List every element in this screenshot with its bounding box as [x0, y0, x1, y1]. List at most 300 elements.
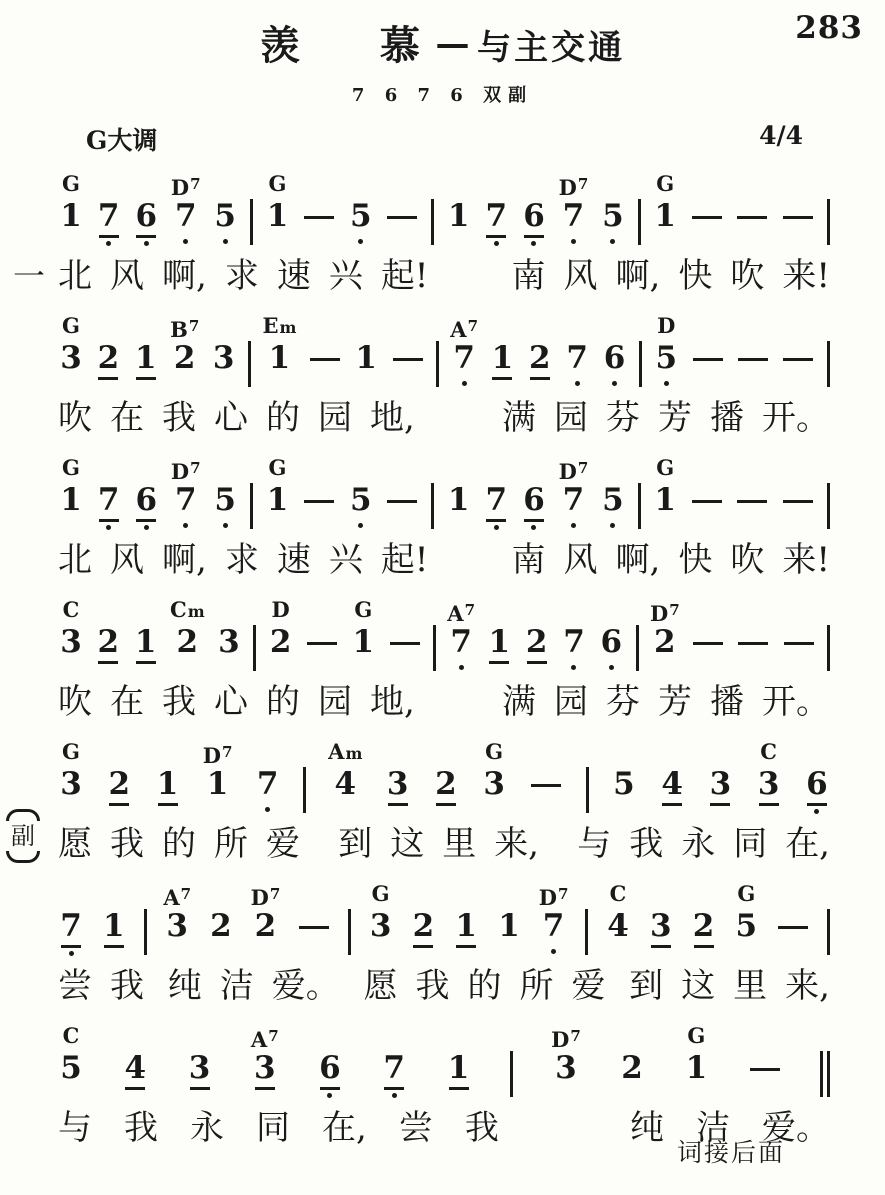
lyric-phrase: [512, 537, 830, 583]
lyric-syllable: 与: [577, 824, 612, 864]
lyric-syllable: 爱: [571, 966, 606, 1006]
note-digit: 1: [352, 624, 375, 660]
eighth-underline: [98, 661, 118, 664]
note-digit: 1: [266, 482, 289, 518]
eighth-underline: [125, 1087, 145, 1090]
note-digit: 7: [563, 624, 585, 660]
eighth-underline: [651, 945, 671, 948]
barline: [348, 879, 351, 957]
chord-label: G: [268, 171, 287, 196]
note: [268, 595, 294, 675]
lyrics-line: [58, 679, 830, 725]
lyric-syllable: 啊,: [615, 256, 661, 296]
lyric-syllable: 芬: [606, 398, 640, 438]
lyric-syllable: 爱。: [762, 1108, 830, 1148]
lyric-syllable: 所: [214, 824, 248, 864]
lyric-syllable: 起!: [380, 256, 429, 296]
note: [446, 453, 472, 533]
note: [348, 453, 374, 533]
note-digit: 2: [412, 908, 435, 944]
eighth-underline: [98, 377, 118, 380]
lyric-syllable: 兴: [328, 540, 363, 580]
low-octave-dot: [392, 1093, 397, 1098]
barline: [436, 311, 439, 389]
note: [133, 169, 159, 249]
eighth-underline: [694, 945, 714, 948]
lyric-syllable: 芳: [658, 398, 692, 438]
lyric-syllable: 南: [511, 256, 546, 296]
refrain-marker: [6, 809, 40, 863]
note: [353, 311, 379, 391]
score-system: [58, 311, 830, 441]
note-digit: 6: [523, 198, 545, 234]
lyric-phrase: [58, 537, 428, 583]
eighth-underline: [136, 519, 156, 522]
note-digit: 3: [60, 624, 82, 660]
chord-label: $D^7$: [250, 885, 281, 910]
low-octave-dot: [144, 241, 149, 246]
low-octave-dot: [610, 239, 615, 244]
page-number: 283: [795, 10, 863, 46]
lyric-syllable: 来!: [782, 256, 830, 296]
note: [95, 595, 121, 675]
bracket-top-arc: [6, 809, 40, 821]
dash-continuation: [781, 311, 815, 391]
note-digit: 4: [661, 766, 683, 802]
low-octave-dot: [183, 239, 188, 244]
note: [683, 1021, 709, 1101]
note-digit: 7: [566, 340, 588, 376]
note: [756, 737, 782, 817]
note: [551, 1021, 581, 1101]
note: [659, 737, 685, 817]
lyric-syllable: 纯: [167, 966, 202, 1006]
low-octave-dot: [531, 241, 536, 246]
lyric-phrase: [629, 963, 830, 1009]
note-digit: 4: [334, 766, 357, 802]
lyric-syllable: 风: [563, 540, 598, 580]
barline: [250, 169, 253, 247]
note: [433, 737, 459, 817]
note: [559, 453, 589, 533]
note-digit: 1: [60, 482, 82, 518]
chord-label: $D^7$: [170, 175, 201, 200]
lyric-syllable: 来!: [782, 540, 830, 580]
lyric-syllable: 所: [519, 966, 554, 1006]
note: [170, 595, 205, 675]
chord-label: C: [609, 881, 627, 906]
low-octave-dot: [664, 381, 669, 386]
lyric-syllable: 的: [162, 824, 196, 864]
note-digit: 3: [483, 766, 505, 802]
bracket-bottom-arc: [6, 851, 40, 863]
note: [255, 737, 281, 817]
note-digit: 1: [447, 1050, 470, 1086]
lyric-syllable: 洁: [696, 1108, 730, 1148]
note-digit: 1: [491, 340, 514, 376]
chord-label: G: [354, 597, 373, 622]
note: [58, 311, 84, 391]
eighth-underline: [384, 1087, 404, 1090]
note-digit: 3: [386, 766, 409, 802]
eighth-underline: [99, 519, 119, 522]
lyric-syllable: 心: [214, 398, 248, 438]
chord-label: $D^7$: [558, 175, 589, 200]
lyric-syllable: 啊,: [162, 540, 207, 580]
lyric-syllable: 芬: [606, 682, 640, 722]
note: [527, 311, 553, 391]
eighth-underline: [524, 235, 544, 238]
note: [350, 595, 376, 675]
dash-continuation: [385, 453, 419, 533]
low-octave-dot: [551, 949, 556, 954]
note: [265, 169, 291, 249]
chord-label: D: [657, 313, 676, 338]
barline: [827, 311, 830, 389]
note-digit: 3: [218, 624, 240, 660]
lyric-syllable: 地,: [370, 682, 415, 722]
note-digit: 7: [450, 624, 472, 660]
lyric-syllable: 播: [710, 398, 744, 438]
music-line: [58, 737, 830, 817]
note: [133, 453, 159, 533]
note-digit: 3: [60, 340, 82, 376]
note: [348, 169, 374, 249]
note-digit: 6: [135, 482, 158, 518]
lyric-phrase: [168, 963, 340, 1009]
note-digit: 2: [108, 766, 131, 802]
meter-line: 7 6 7 6 双副: [351, 85, 534, 106]
chord-label: $D^7$: [558, 459, 589, 484]
lyric-phrase: [58, 821, 300, 867]
note-digit: 3: [555, 1050, 577, 1086]
note: [58, 879, 84, 959]
score-system: [58, 453, 830, 583]
lyric-syllable: 到: [629, 966, 664, 1006]
eighth-underline: [527, 661, 547, 664]
note-digit: 3: [369, 908, 392, 944]
note-digit: 2: [621, 1050, 643, 1086]
lyric-syllable: 风: [110, 540, 144, 580]
barline: [303, 737, 306, 815]
dash-continuation: [782, 595, 816, 675]
lyric-syllable: 永: [681, 824, 716, 864]
lyric-phrase: [577, 821, 830, 867]
note-digit: 3: [757, 766, 780, 802]
note-digit: 1: [206, 766, 229, 802]
note: [447, 595, 475, 675]
chord-label: Em: [262, 313, 297, 338]
eighth-underline: [255, 1087, 275, 1090]
note: [171, 453, 201, 533]
lyric-syllable: 洁: [219, 966, 254, 1006]
dash-continuation: [690, 453, 724, 533]
key-signature: G大调: [86, 126, 158, 155]
note: [163, 879, 191, 959]
low-octave-dot: [265, 807, 270, 812]
dash-continuation: [781, 169, 815, 249]
note-digit: 7: [562, 198, 585, 234]
music-line: [58, 595, 830, 675]
barline: [827, 453, 830, 531]
hymn-title-main: 羡 慕: [259, 22, 440, 69]
note: [561, 595, 587, 675]
note: [122, 1021, 148, 1101]
chord-label: $D^7$: [538, 885, 569, 910]
barline: [638, 169, 641, 247]
note: [385, 737, 411, 817]
dash-continuation: [735, 169, 769, 249]
chord-label: G: [485, 739, 504, 764]
note-digit: 5: [735, 908, 758, 944]
barline: [431, 169, 434, 247]
note-digit: 1: [654, 198, 676, 234]
dash-continuation: [297, 879, 331, 959]
eighth-underline: [449, 1087, 469, 1090]
note: [251, 1021, 279, 1101]
score-system: [58, 1021, 830, 1151]
note: [251, 879, 281, 959]
note-digit: 1: [455, 908, 477, 944]
barline: [253, 595, 256, 673]
lyric-syllable: 来,: [785, 966, 830, 1006]
eighth-underline: [530, 377, 550, 380]
dash-continuation: [748, 1021, 782, 1101]
eighth-underline: [158, 803, 178, 806]
lyric-syllable: 吹: [730, 256, 765, 296]
note-digit: 2: [692, 908, 715, 944]
lyric-syllable: 愿: [58, 824, 92, 864]
lyric-syllable: 同: [733, 824, 768, 864]
lyric-syllable: 我: [110, 824, 144, 864]
note: [212, 169, 238, 249]
dash-continuation: [736, 311, 770, 391]
lyric-syllable: 快: [678, 540, 713, 580]
note: [101, 879, 127, 959]
lyric-syllable: 开。: [762, 398, 830, 438]
lyric-syllable: 芳: [658, 682, 692, 722]
note: [265, 453, 291, 533]
score-body: [11, 169, 830, 1151]
lyric-syllable: 起!: [380, 540, 429, 580]
note-digit: 1: [447, 198, 470, 234]
lyric-syllable: 来,: [494, 824, 539, 864]
eighth-underline: [710, 803, 730, 806]
chord-label: C: [760, 739, 777, 764]
chord-label: G: [62, 171, 80, 196]
note: [58, 453, 84, 533]
chord-label: $D^7$: [170, 459, 201, 484]
dash-continuation: [690, 169, 724, 249]
lyric-syllable: 这: [390, 824, 425, 864]
note: [707, 737, 733, 817]
note-digit: 1: [268, 340, 291, 376]
barline: [586, 737, 589, 815]
low-octave-dot: [610, 523, 615, 528]
lyric-syllable: 的: [467, 966, 502, 1006]
note: [602, 311, 628, 391]
note-digit: 3: [60, 766, 82, 802]
eighth-underline: [436, 803, 456, 806]
note: [410, 879, 436, 959]
dash-continuation: [385, 169, 419, 249]
note: [133, 311, 159, 391]
note-digit: 3: [188, 1050, 211, 1086]
lyric-phrase: [58, 963, 144, 1009]
lyric-syllable: 啊,: [615, 540, 661, 580]
note: [648, 879, 674, 959]
eighth-underline: [104, 945, 124, 948]
lyric-syllable: 爱。: [271, 966, 340, 1006]
lyric-syllable: 纯: [630, 1108, 664, 1148]
lyric-phrase: [58, 1105, 499, 1151]
lyric-syllable: 我: [162, 682, 196, 722]
note-digit: 7: [485, 198, 508, 234]
lyric-phrase: [502, 395, 830, 441]
note-digit: 3: [166, 908, 188, 944]
eighth-underline: [109, 803, 129, 806]
dash-continuation: [391, 311, 425, 391]
eighth-underline: [486, 519, 506, 522]
note: [106, 737, 132, 817]
note-digit: 5: [602, 198, 624, 234]
note: [559, 169, 589, 249]
note-digit: 2: [269, 624, 292, 660]
chord-label: $A^7$: [447, 601, 475, 626]
final-barline: [820, 1021, 830, 1099]
note: [216, 595, 242, 675]
note: [96, 169, 122, 249]
note-digit: 5: [613, 766, 635, 802]
chord-label: $A^7$: [250, 1027, 279, 1052]
refrain-label: 副: [11, 822, 35, 850]
note: [155, 737, 181, 817]
music-line: [58, 1021, 830, 1101]
key-time-row: [86, 121, 803, 157]
note: [58, 595, 84, 675]
note: [611, 737, 637, 817]
chord-label: $D^7$: [551, 1027, 581, 1052]
note-digit: 6: [600, 624, 623, 660]
note: [203, 737, 233, 817]
lyric-syllable: 速: [276, 256, 311, 296]
note-digit: 7: [97, 482, 120, 518]
note-digit: 7: [256, 766, 279, 802]
note: [381, 1021, 407, 1101]
note-digit: 6: [523, 482, 545, 518]
lyric-phrase: [58, 253, 428, 299]
note: [453, 879, 479, 959]
lyric-syllable: 这: [681, 966, 716, 1006]
chord-label: G: [62, 739, 80, 764]
note-digit: 7: [485, 482, 508, 518]
lyric-syllable: 北: [58, 256, 92, 296]
chord-label: $A^7$: [163, 885, 192, 910]
note-digit: 5: [602, 482, 624, 518]
lyric-syllable: 求: [224, 540, 259, 580]
note-digit: 7: [97, 198, 120, 234]
lyric-syllable: 的: [266, 398, 300, 438]
note-digit: 7: [562, 482, 585, 518]
low-octave-dot: [575, 381, 580, 386]
note-digit: 7: [383, 1050, 405, 1086]
note: [652, 169, 678, 249]
hymn-title: [0, 0, 885, 71]
low-octave-dot: [106, 241, 111, 246]
low-octave-dot: [494, 525, 499, 530]
low-octave-dot: [612, 381, 617, 386]
lyric-syllable: 与: [58, 1108, 92, 1148]
note: [317, 1021, 343, 1101]
note: [489, 311, 515, 391]
chord-label: G: [656, 455, 675, 480]
note-digit: 7: [453, 340, 475, 376]
chord-label: C: [62, 597, 80, 622]
note-digit: 5: [60, 1050, 82, 1086]
low-octave-dot: [571, 523, 576, 528]
note: [524, 595, 550, 675]
lyric-syllable: 我: [162, 398, 196, 438]
chord-label: $D^7$: [202, 743, 233, 768]
note: [496, 879, 522, 959]
lyric-syllable: 速: [276, 540, 311, 580]
note: [171, 169, 201, 249]
lyric-syllable: 求: [224, 256, 259, 296]
lyrics-line: [11, 821, 830, 867]
note-digit: 3: [649, 908, 672, 944]
lyric-syllable: 吹: [58, 398, 92, 438]
dash-continuation: [691, 311, 725, 391]
note-digit: 6: [135, 198, 158, 234]
note-digit: 5: [214, 482, 236, 518]
lyric-phrase: [58, 395, 415, 441]
low-octave-dot: [571, 665, 576, 670]
lyric-syllable: 开。: [762, 682, 830, 722]
note-digit: 1: [102, 908, 125, 944]
eighth-underline: [320, 1087, 340, 1090]
dash-continuation: [736, 595, 770, 675]
note: [481, 737, 507, 817]
eighth-underline: [759, 803, 779, 806]
note: [605, 879, 631, 959]
low-octave-dot: [358, 523, 363, 528]
chord-label: D: [271, 597, 290, 622]
lyric-phrase: [363, 963, 605, 1009]
note: [564, 311, 590, 391]
low-octave-dot: [183, 523, 188, 528]
note: [600, 453, 626, 533]
chord-label: G: [62, 455, 80, 480]
low-octave-dot: [358, 239, 363, 244]
lyric-syllable: 在: [110, 682, 144, 722]
low-octave-dot: [814, 809, 819, 814]
note-digit: 5: [214, 198, 236, 234]
eighth-underline: [807, 803, 827, 806]
note-digit: 3: [709, 766, 732, 802]
eighth-underline: [388, 803, 408, 806]
lyric-syllable: 愿: [363, 966, 398, 1006]
low-octave-dot: [462, 381, 467, 386]
low-octave-dot: [106, 525, 111, 530]
note-digit: 1: [134, 340, 157, 376]
lyric-syllable: 尝: [58, 966, 92, 1006]
note: [95, 311, 121, 391]
note: [450, 311, 478, 391]
note-digit: 1: [447, 482, 470, 518]
lyrics-line: [13, 253, 830, 299]
barline: [638, 453, 641, 531]
note-digit: 1: [685, 1050, 708, 1086]
